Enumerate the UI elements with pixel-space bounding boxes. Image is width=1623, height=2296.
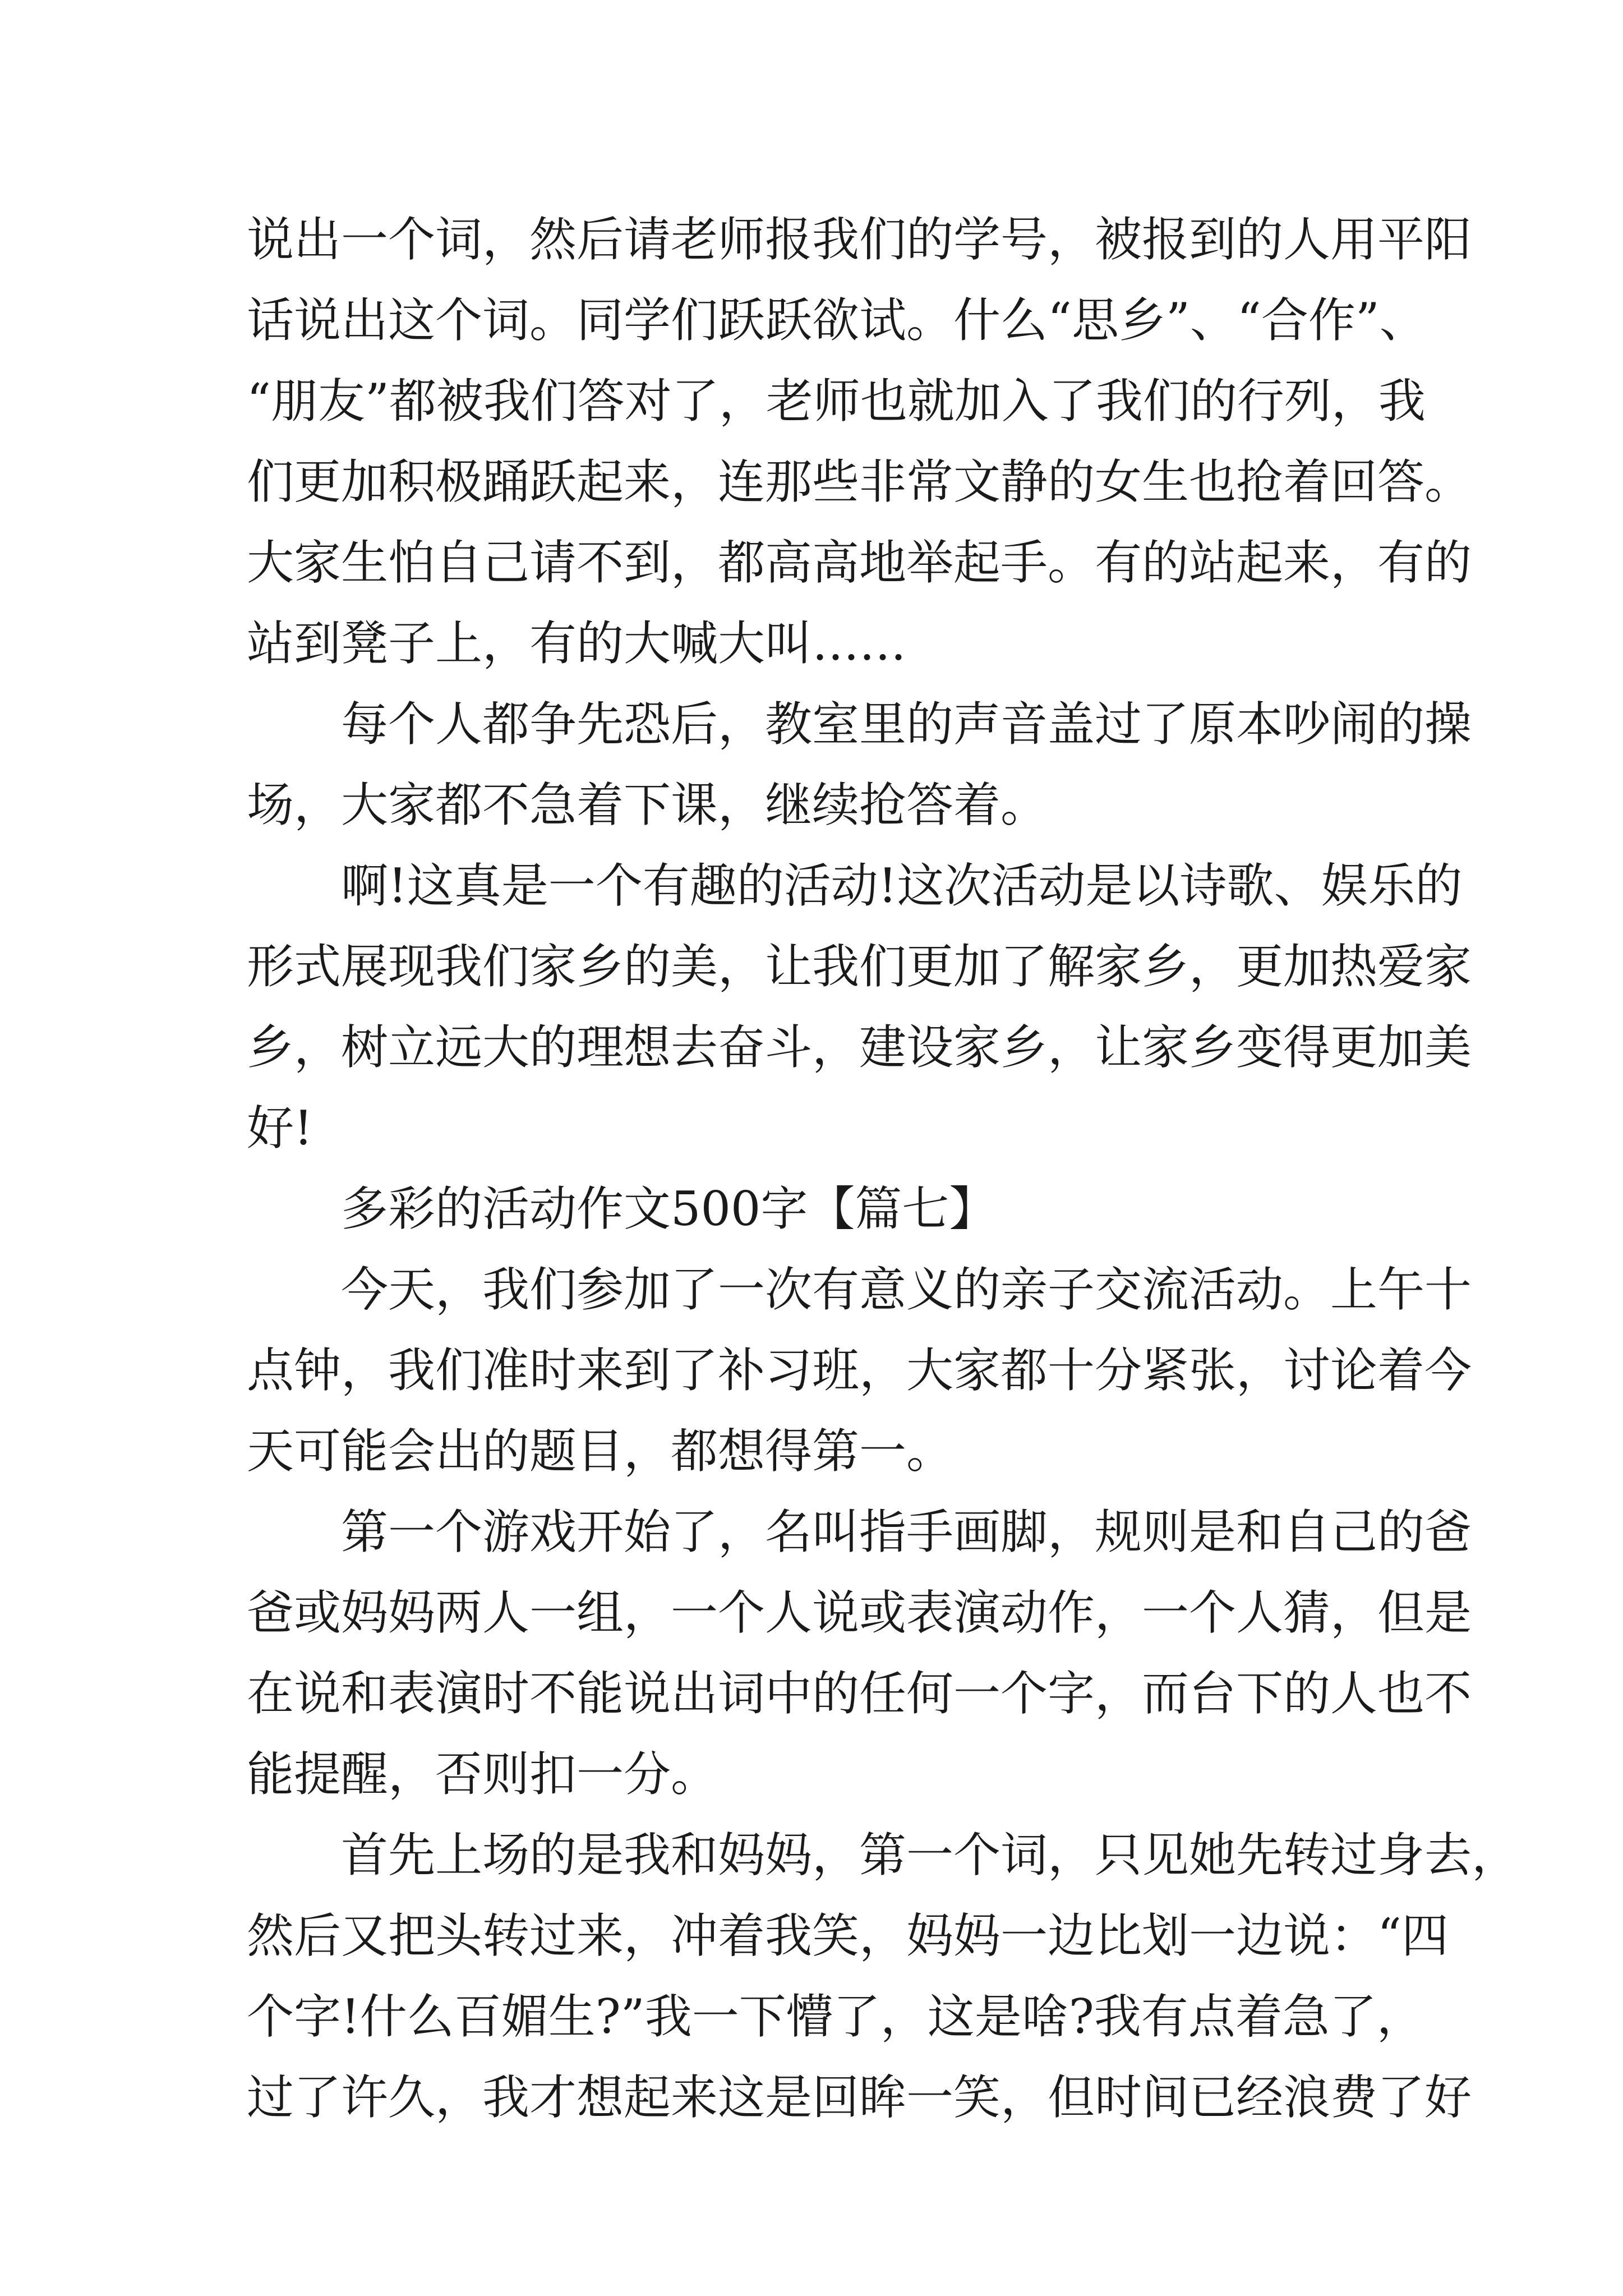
- text-line: 多彩的活动作文500字【篇七】: [341, 1181, 997, 1236]
- text-line: 说出一个词，然后请老师报我们的学号，被报到的人用平阳: [247, 212, 1472, 267]
- text-line: 啊!这真是一个有趣的活动!这次活动是以诗歌、娱乐的: [341, 858, 1463, 913]
- text-line: 过了许久，我才想起来这是回眸一笑，但时间已经浪费了好: [247, 2070, 1472, 2125]
- text-line: 爸或妈妈两人一组，一个人说或表演动作，一个人猜，但是: [247, 1585, 1472, 1640]
- text-line: “朋友”都被我们答对了，老师也就加入了我们的行列，我: [247, 374, 1426, 429]
- text-line: 第一个游戏开始了，名叫指手画脚，规则是和自己的爸: [341, 1504, 1472, 1559]
- text-line: 乡，树立远大的理想去奋斗，建设家乡，让家乡变得更加美: [247, 1020, 1472, 1075]
- text-line: 形式展现我们家乡的美，让我们更加了解家乡，更加热爱家: [247, 939, 1472, 994]
- document-body: [247, 199, 1519, 2138]
- text-line: 每个人都争先恐后，教室里的声音盖过了原本吵闹的操: [341, 697, 1472, 752]
- text-line: 首先上场的是我和妈妈，第一个词，只见她先转过身去，: [341, 1828, 1519, 1883]
- text-line: 天可能会出的题目，都想得第一。: [247, 1424, 954, 1479]
- text-line: 们更加积极踊跃起来，连那些非常文静的女生也抢着回答。: [247, 454, 1472, 509]
- text-line: 好!: [247, 1101, 313, 1156]
- text-line: 在说和表演时不能说出词中的任何一个字，而台下的人也不: [247, 1666, 1472, 1721]
- text-line: 能提醒，否则扣一分。: [247, 1747, 718, 1802]
- text-line: 大家生怕自己请不到，都高高地举起手。有的站起来，有的: [247, 535, 1472, 590]
- text-line: 今天，我们参加了一次有意义的亲子交流活动。上午十: [341, 1262, 1472, 1317]
- text-line: 场，大家都不急着下课，继续抢答着。: [247, 777, 1048, 832]
- text-line: 站到凳子上，有的大喊大叫……: [247, 616, 907, 671]
- text-line: 然后又把头转过来，冲着我笑，妈妈一边比划一边说：“四: [247, 1908, 1449, 1963]
- text-line: 点钟，我们准时来到了补习班，大家都十分紧张，讨论着今: [247, 1343, 1472, 1398]
- text-line: 个字!什么百媚生?”我一下懵了，这是啥?我有点着急了，: [247, 1989, 1424, 2044]
- text-line: 话说出这个词。同学们跃跃欲试。什么“思乡”、“合作”、: [247, 293, 1427, 348]
